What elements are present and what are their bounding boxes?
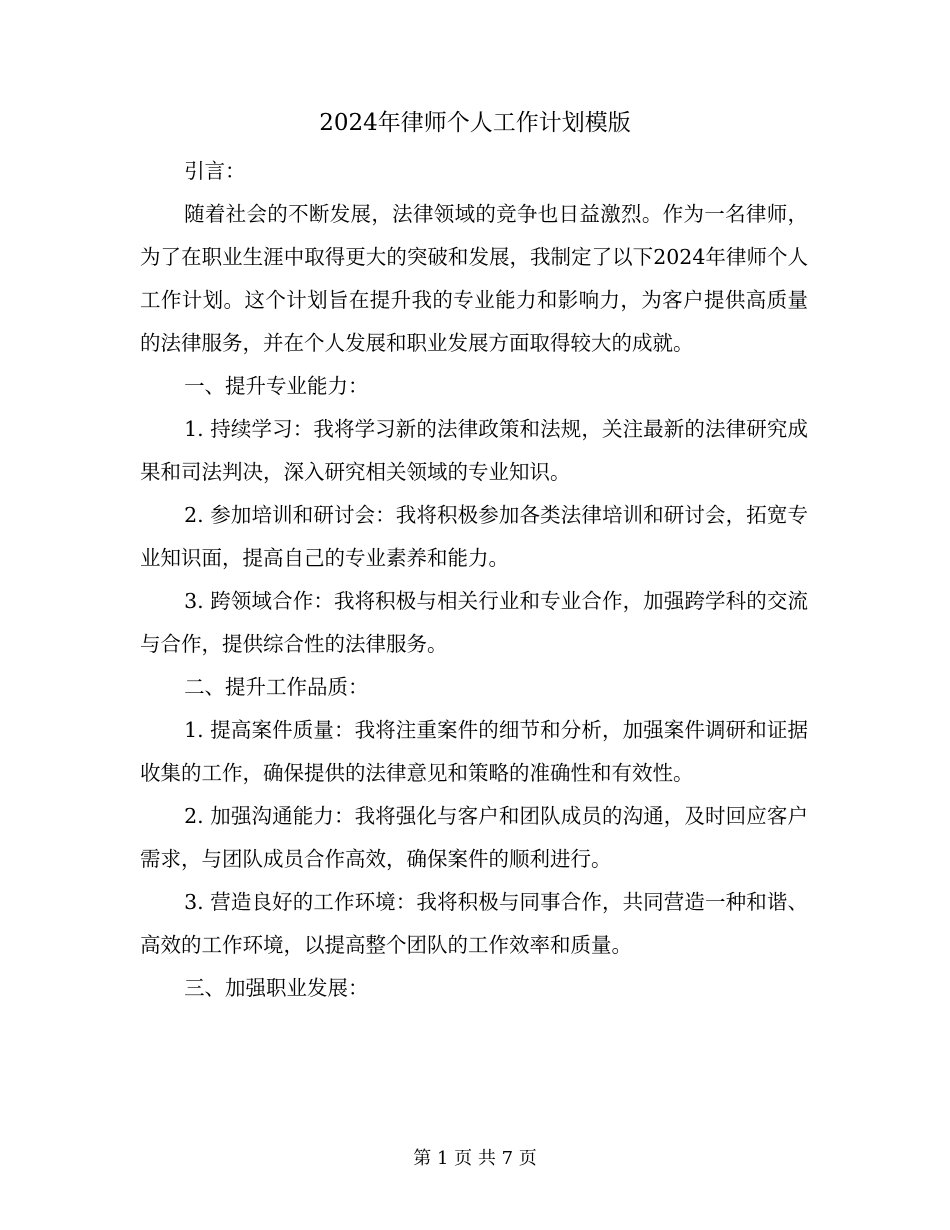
list-item-1-1: 1. 持续学习：我将学习新的法律政策和法规，关注最新的法律研究成果和司法判决，深入研究相关领域的专业知识。 — [140, 417, 808, 484]
paragraph-intro-body: 随着社会的不断发展，法律领域的竞争也日益激烈。作为一名律师，为了在职业生涯中取得更大的突破和发展，我制定了以下2024年律师个人工作计划。这个计划旨在提升我的专业能力和影响力，为客户提供高质量的法律服务，并在个人发展和职业发展方面取得较大的成就。 — [140, 202, 808, 355]
list-item-1-3: 3. 跨领域合作：我将积极与相关行业和专业合作，加强跨学科的交流与合作，提供综合性的法律服务。 — [140, 589, 808, 656]
page-title: 2024年律师个人工作计划模版 — [319, 110, 631, 136]
section-heading-2: 二、提升工作品质： — [184, 675, 369, 699]
list-item-2-2: 2. 加强沟通能力：我将强化与客户和团队成员的沟通，及时回应客户需求，与团队成员合作高效，确保案件的顺利进行。 — [140, 804, 808, 871]
document-body — [140, 150, 808, 1010]
list-item-1-2: 2. 参加培训和研讨会：我将积极参加各类法律培训和研讨会，拓宽专业知识面，提高自己的专业素养和能力。 — [140, 503, 808, 570]
list-item-2-3: 3. 营造良好的工作环境：我将积极与同事合作，共同营造一种和谐、高效的工作环境，以提高整个团队的工作效率和质量。 — [140, 890, 808, 957]
paragraph-intro-heading: 引言： — [184, 159, 246, 183]
page-number-footer: 第 1 页 共 7 页 — [413, 1148, 537, 1169]
section-heading-3: 三、加强职业发展： — [184, 976, 369, 1000]
list-item-2-1: 1. 提高案件质量：我将注重案件的细节和分析，加强案件调研和证据收集的工作，确保提供的法律意见和策略的准确性和有效性。 — [140, 718, 808, 785]
section-heading-1: 一、提升专业能力： — [184, 374, 369, 398]
